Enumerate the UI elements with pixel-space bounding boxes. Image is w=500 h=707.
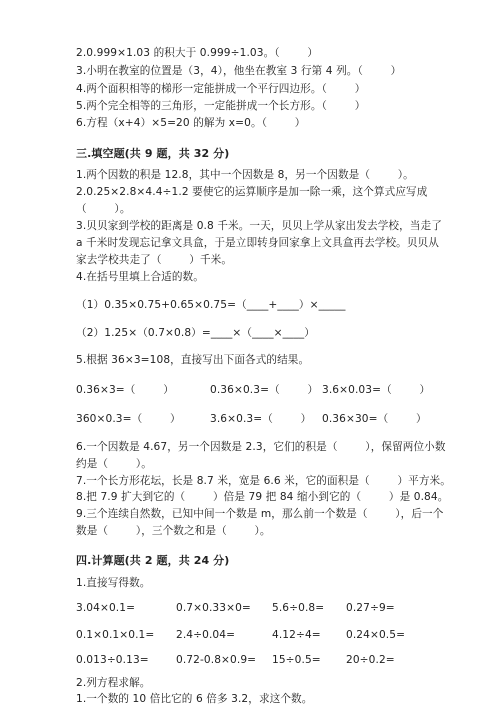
- calc-item: 0.24×0.5=: [346, 629, 406, 641]
- calc-item: 0.36×0.3=（ ）: [210, 384, 319, 396]
- fill-question-6-line2: 约是（ ）。: [76, 458, 152, 470]
- calc-item: 0.013÷0.13=: [76, 654, 149, 666]
- calc-item: 3.04×0.1=: [76, 602, 136, 614]
- calc-item: 3.6×0.03=（ ）: [322, 384, 431, 396]
- fill-question-4-part2: （2）1.25×（0.7×0.8）=____×（____×____）: [76, 327, 315, 339]
- section-4-heading: 四.计算题(共 2 题，共 24 分): [76, 554, 230, 567]
- calc-item: 4.12÷4=: [272, 629, 321, 641]
- calc-item: 5.6÷0.8=: [272, 602, 325, 614]
- calc-item: 360×0.3=（ ）: [76, 413, 181, 425]
- calc-item: 0.27÷9=: [346, 602, 395, 614]
- calc-item: 0.36×30=（ ）: [322, 413, 427, 425]
- fill-question-1: 1.两个因数的积是 12.8，其中一个因数是 8，另一个因数是（ ）。: [76, 169, 414, 181]
- calc-item: 0.7×0.33×0=: [176, 602, 251, 614]
- judge-question-3: 3.小明在教室的位置是（3，4），他坐在教室 3 行第 4 列。（ ）: [76, 65, 402, 77]
- fill-question-8: 8.把 7.9 扩大到它的（ ）倍是 79 把 84 缩小到它的（ ）是 0.84。: [76, 491, 449, 503]
- judge-question-5: 5.两个完全相等的三角形，一定能拼成一个长方形。（ ）: [76, 100, 366, 112]
- judge-question-2: 2.0.999×1.03 的积大于 0.999÷1.03。（ ）: [76, 47, 319, 59]
- fill-question-7: 7.一个长方形花坛，长是 8.7 米，宽是 6.6 米，它的面积是（ ）平方米。: [76, 475, 451, 487]
- fill-question-3-line1: 3.贝贝家到学校的距离是 0.8 千米。一天，贝贝上学从家出发去学校，当走了: [76, 220, 442, 232]
- calc-item: 15÷0.5=: [272, 654, 321, 666]
- fill-question-2-line2: （ ）。: [76, 203, 131, 215]
- equation-problem-1: 1.一个数的 10 倍比它的 6 倍多 3.2，求这个数。: [76, 693, 313, 705]
- fill-question-9-line1: 9.三个连续自然数，已知中间一个数是 m，那么前一个数是（ ），后一个: [76, 508, 444, 520]
- calc-item: 3.6×0.3=（ ）: [210, 413, 312, 425]
- calc-item: 0.1×0.1×0.1=: [76, 629, 155, 641]
- calc-item: 2.4÷0.04=: [176, 629, 236, 641]
- fill-question-5: 5.根据 36×3=108，直接写出下面各式的结果。: [76, 354, 310, 366]
- calc-item: 20÷0.2=: [346, 654, 395, 666]
- fill-question-3-line2: a 千米时发现忘记拿文具盒，于是立即转身回家拿上文具盒再去学校。贝贝从: [76, 237, 439, 249]
- section-3-heading: 三.填空题(共 9 题，共 32 分): [76, 147, 230, 160]
- fill-question-4: 4.在括号里填上合适的数。: [76, 271, 204, 283]
- fill-question-6-line1: 6.一个因数是 4.67，另一个因数是 2.3，它们的积是（ ），保留两位小数: [76, 441, 446, 453]
- calc-item: 0.72-0.8×0.9=: [176, 654, 257, 666]
- calc-question-1: 1.直接写得数。: [76, 577, 151, 589]
- fill-question-4-part1: （1）0.35×0.75+0.65×0.75=（____+____）×_____: [76, 299, 346, 311]
- fill-question-2-line1: 2.0.25×2.8×4.4÷1.2 要使它的运算顺序是加一除一乘，这个算式应写成: [76, 186, 428, 198]
- judge-question-4: 4.两个面积相等的梯形一定能拼成一个平行四边形。（ ）: [76, 83, 366, 95]
- fill-question-3-line3: 家去学校共走了（ ）千米。: [76, 254, 233, 266]
- calc-question-2: 2.列方程求解。: [76, 677, 151, 689]
- calc-item: 0.36×3=（ ）: [76, 384, 174, 396]
- fill-question-9-line2: 数是（ ），三个数之和是（ ）。: [76, 525, 271, 537]
- judge-question-6: 6.方程（x+4）×5=20 的解为 x=0。（ ）: [76, 117, 306, 129]
